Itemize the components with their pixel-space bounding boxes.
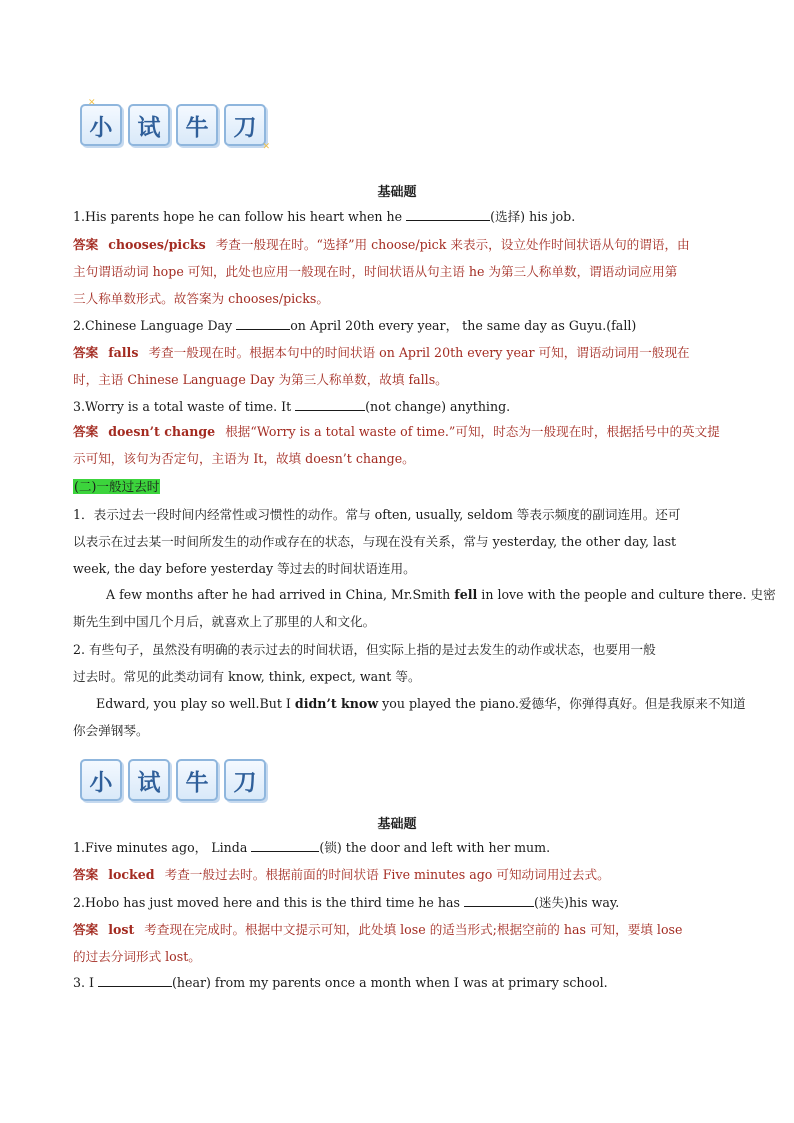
- question-2: 2.Chinese Language Day on April 20th every year， the same day as Guyu.(fall): [73, 318, 637, 333]
- answer-1: 答案 chooses/picks 考查一般现在时。“选择”用 choose/pick 来表示，设立处作时间状语从句的谓语，由: [73, 237, 690, 252]
- grammar-heading: (二)一般过去时: [74, 479, 160, 494]
- example-1-line-2: 斯先生到中国几个月后，就喜欢上了那里的人和文化。: [73, 614, 376, 629]
- example-2-line-2: 你会弹钢琴。: [73, 723, 149, 738]
- section-badge-2: [80, 759, 266, 801]
- answer-1-line-3: 三人称单数形式。故答案为 chooses/picks。: [73, 291, 329, 306]
- answer-blank: [295, 398, 365, 411]
- answer-3-line-2: 示可知，该句为否定句，主语为 It，故填 doesn’t change。: [73, 451, 415, 466]
- answer-5-line-2: 的过去分词形式 lost。: [73, 949, 201, 964]
- badge-tile: 试: [128, 104, 170, 146]
- badge-tile: 小: [80, 759, 122, 801]
- grammar-point-1-line-3: week, the day before yesterday 等过去的时间状语连用。: [73, 561, 416, 576]
- answer-blank: [236, 317, 290, 330]
- question-6: 3. I (hear) from my parents once a month when I was at primary school.: [73, 975, 608, 990]
- grammar-point-1-line-2: 以表示在过去某一时间所发生的动作或存在的状态，与现在没有关系，常与 yesterday, the other day, last: [73, 534, 677, 549]
- badge-tile: 试: [128, 759, 170, 801]
- badge-tile: 小 ✕: [80, 104, 122, 146]
- badge-tile: 牛: [176, 759, 218, 801]
- question-4: 1.Five minutes ago， Linda (锁) the door and left with her mum.: [73, 840, 551, 855]
- answer-blank: [98, 974, 172, 987]
- example-2: Edward, you play so well.But I didn’t know you played the piano.爱德华，你弹得真好。但是我原来不知道: [96, 696, 746, 711]
- grammar-point-1: 1．表示过去一段时间内经常性或习惯性的动作。常与 often, usually, seldom 等表示频度的副词连用。还可: [73, 507, 681, 522]
- section-title-2: 基础题: [377, 817, 417, 832]
- answer-blank: [464, 894, 534, 907]
- badge-tile: 刀: [224, 759, 266, 801]
- answer-2: 答案 falls 考查一般现在时。根据本句中的时间状语 on April 20th every year 可知，谓语动词用一般现在: [73, 345, 690, 360]
- section-badge-1: [80, 98, 270, 152]
- example-1: A few months after he had arrived in China, Mr.Smith fell in love with the people and culture there. 史密: [106, 587, 776, 602]
- answer-5: 答案 lost 考查现在完成时。根据中文提示可知，此处填 lose 的适当形式;根据空前的 has 可知，要填 lose: [73, 922, 683, 937]
- answer-blank: [251, 839, 319, 852]
- question-5: 2.Hobo has just moved here and this is the third time he has (迷失)his way.: [73, 895, 620, 910]
- answer-blank: [406, 208, 490, 221]
- question-3: 3.Worry is a total waste of time. It (not change) anything.: [73, 399, 511, 414]
- answer-1-line-2: 主句谓语动词 hope 可知，此处也应用一般现在时，时间状语从句主语 he 为第三人称单数，谓语动词应用第: [73, 264, 678, 279]
- badge-tile: 牛: [176, 104, 218, 146]
- grammar-point-2-line-2: 过去时。常见的此类动词有 know, think, expect, want 等。: [73, 669, 421, 684]
- section-title-1: 基础题: [377, 185, 417, 200]
- grammar-point-2: 2. 有些句子，虽然没有明确的表示过去的时间状语，但实际上指的是过去发生的动作或状态，也要用一般: [73, 642, 656, 657]
- answer-4: 答案 locked 考查一般过去时。根据前面的时间状语 Five minutes ago 可知动词用过去式。: [73, 867, 610, 882]
- badge-tile: 刀 ✕: [224, 104, 266, 146]
- answer-2-line-2: 时，主语 Chinese Language Day 为第三人称单数，故填 falls。: [73, 372, 448, 387]
- question-1: 1.His parents hope he can follow his heart when he (选择) his job.: [73, 209, 576, 224]
- answer-3: 答案 doesn’t change 根据“Worry is a total waste of time.”可知，时态为一般现在时，根据括号中的英文提: [73, 424, 720, 439]
